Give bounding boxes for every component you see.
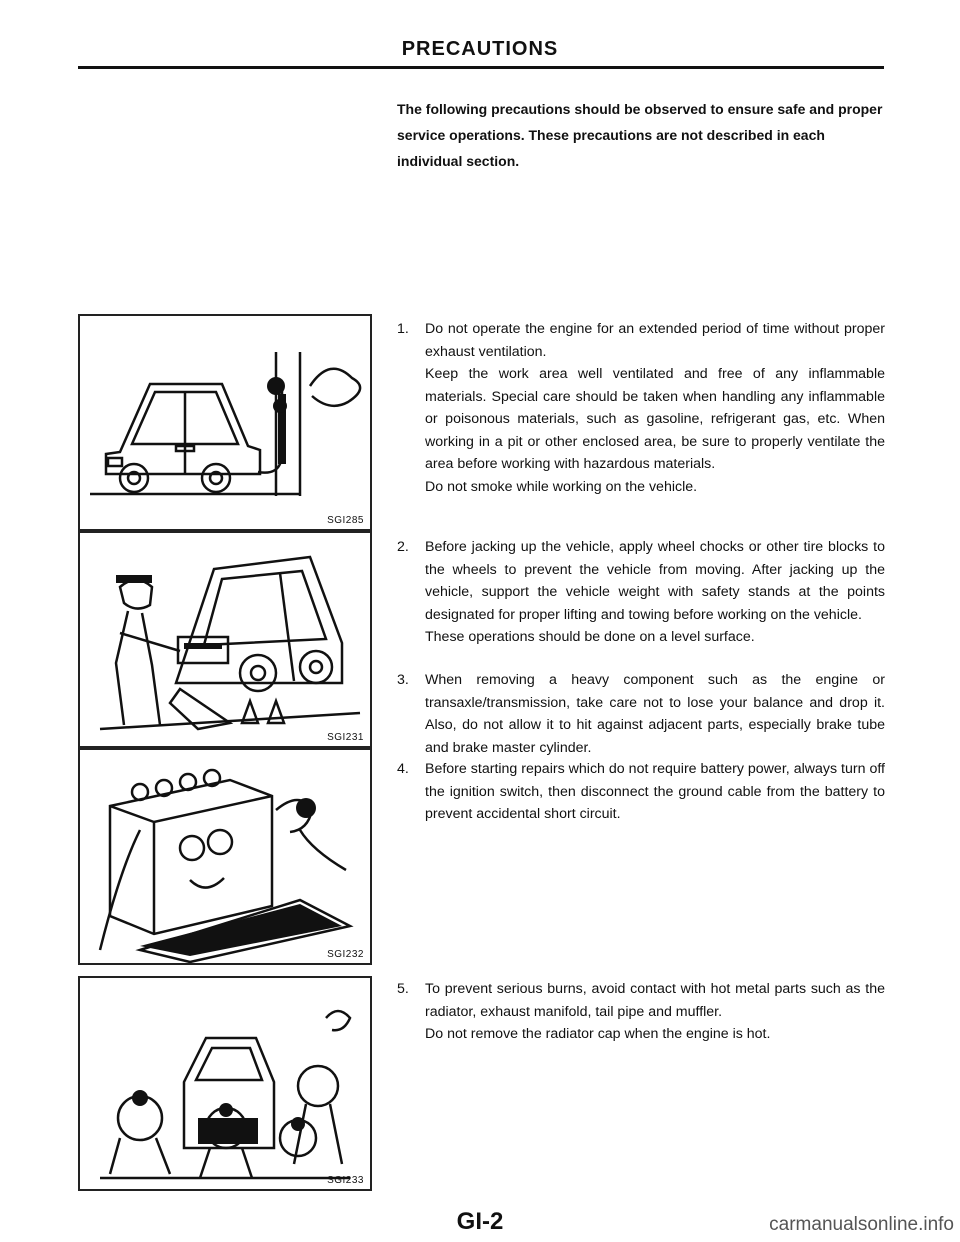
radiator-burn-illustration — [80, 978, 370, 1189]
figure-exhaust — [78, 314, 372, 531]
page-title: PRECAUTIONS — [401, 38, 559, 60]
precaution-item-3 — [397, 669, 885, 759]
item-text: Do not operate the engine for an extended period of time without proper exhaust ventilation. — [425, 321, 885, 360]
figure-code: SGI231 — [327, 732, 364, 743]
car-exhaust-illustration — [80, 316, 370, 529]
title-divider — [78, 66, 884, 69]
item-number: 1. — [397, 321, 409, 337]
item-number: 2. — [397, 539, 409, 555]
figure-code: SGI285 — [327, 515, 364, 526]
jacking-car-illustration — [80, 533, 370, 746]
item-text: When removing a heavy component such as the engine or transaxle/transmission, take care not to lose your balance and drop it. Also, do not allow it to hit against adjacent parts, especially brake tube and brake master cylinder. — [425, 672, 885, 756]
item-text: Before jacking up the vehicle, apply wheel chocks or other tire blocks to the wheels to prevent the vehicle from moving. After jacking up the vehicle, support the vehicle weight with safety stands at the points designated for proper lifting and towing before working on the vehicle. — [425, 539, 885, 623]
figure-code: SGI233 — [327, 1175, 364, 1186]
item-text: To prevent serious burns, avoid contact with hot metal parts such as the radiator, exhaust manifold, tail pipe and muffler. — [425, 981, 885, 1020]
figure-radiator — [78, 976, 372, 1191]
item-number: 5. — [397, 981, 409, 997]
watermark: carmanualsonline.info — [769, 1214, 954, 1235]
item-number: 3. — [397, 672, 409, 688]
item-text: Do not smoke while working on the vehicle. — [425, 478, 698, 495]
figure-battery — [78, 748, 372, 965]
figure-code: SGI232 — [327, 949, 364, 960]
item-number: 4. — [397, 761, 409, 777]
item-text: These operations should be done on a level surface. — [425, 629, 755, 645]
precaution-item-1 — [397, 318, 885, 498]
precaution-item-4 — [397, 758, 885, 826]
precaution-item-5 — [397, 978, 885, 1046]
precaution-item-2 — [397, 536, 885, 649]
battery-illustration — [80, 750, 370, 963]
item-text: Do not remove the radiator cap when the engine is hot. — [425, 1026, 771, 1042]
page-number: GI-2 — [456, 1208, 504, 1235]
figure-jacking — [78, 531, 372, 748]
item-text: Keep the work area well ventilated and free of any inflammable materials. Special care should be taken when handling any inflammable or poisonous materials, such as gasoline, refrigerant gas, etc. When working in a pit or other enclosed area, be sure to properly ventilate the area before working with hazardous materials. — [425, 366, 885, 472]
intro-paragraph: The following precautions should be observed to ensure safe and proper service operations. These precautions are not described in each individual section. — [397, 101, 883, 169]
item-text: Before starting repairs which do not require battery power, always turn off the ignition switch, then disconnect the ground cable from the battery to prevent accidental short circuit. — [425, 761, 885, 822]
